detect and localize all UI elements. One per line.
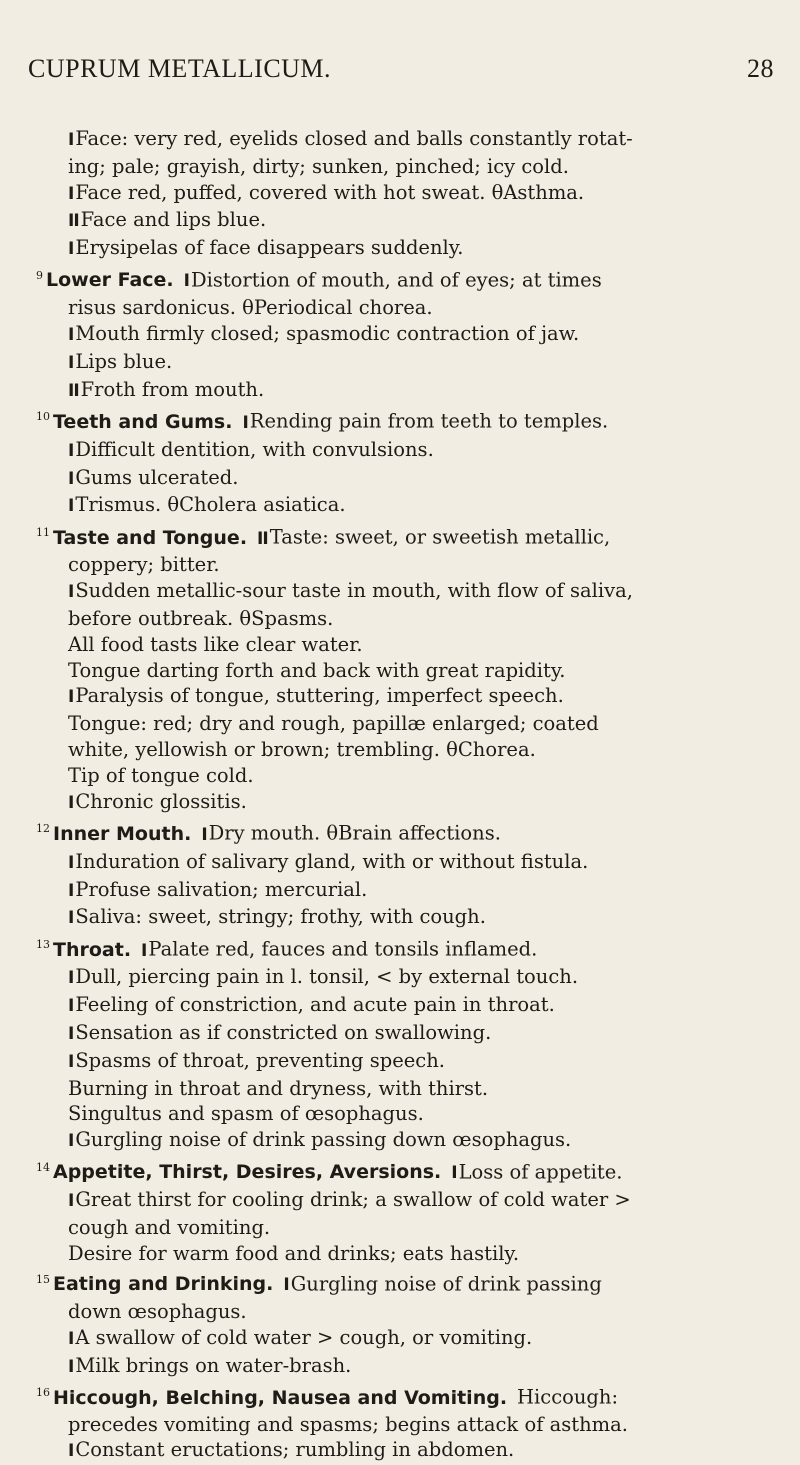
section-heading-line — [36, 1380, 776, 1411]
line-text: before outbreak. θSpasms. — [68, 607, 334, 631]
text-line — [36, 737, 776, 763]
grade-mark: I — [68, 582, 74, 603]
line-text: Paralysis of tongue, stuttering, imperfect speech. — [75, 684, 564, 708]
text-line — [36, 349, 776, 377]
grade-mark: I — [68, 968, 74, 989]
text-line — [36, 711, 776, 737]
grade-mark: I — [242, 412, 248, 433]
line-text: ing; pale; grayish, dirty; sunken, pinched; icy cold. — [68, 154, 569, 178]
grade-mark: I — [68, 1131, 74, 1152]
text-line — [36, 1048, 776, 1076]
line-text: risus sardonicus. θPeriodical chorea. — [68, 296, 433, 320]
line-text: coppery; bitter. — [68, 553, 220, 577]
section-heading-line — [36, 1155, 776, 1187]
text-line — [36, 1187, 776, 1215]
line-text: Mouth firmly closed; spasmodic contraction of jaw. — [75, 322, 580, 346]
section-heading-line — [36, 404, 776, 436]
text-line — [36, 180, 776, 208]
section-number: 15 — [36, 1272, 50, 1286]
page-header — [28, 54, 774, 84]
line-text: Taste: sweet, or sweetish metallic, — [269, 525, 611, 549]
grade-mark: I — [68, 880, 74, 901]
section-number: 13 — [36, 938, 50, 952]
line-text: Palate red, fauces and tonsils inflamed. — [148, 937, 538, 961]
line-text: Constant eructations; rumbling in abdomen. — [75, 1438, 515, 1462]
grade-mark: I — [68, 1328, 74, 1349]
text-line — [36, 1412, 776, 1438]
grade-mark: I — [68, 792, 74, 813]
section-heading-line — [36, 520, 776, 552]
text-line — [36, 658, 776, 684]
section-title: Taste and Tongue. — [53, 526, 248, 549]
section-number: 14 — [36, 1160, 50, 1174]
grade-mark: I — [183, 271, 189, 292]
line-text: Trismus. θCholera asiatica. — [75, 493, 346, 517]
grade-mark: I — [68, 468, 74, 489]
line-text: Tip of tongue cold. — [68, 763, 254, 787]
section-number: 11 — [36, 526, 50, 540]
text-line — [36, 295, 776, 321]
text-line — [36, 321, 776, 349]
line-text: Great thirst for cooling drink; a swallow of cold water > — [75, 1188, 631, 1212]
text-line — [36, 377, 776, 405]
line-text: Gurgling noise of drink passing down œsophagus. — [75, 1128, 572, 1152]
grade-mark: I — [68, 1356, 74, 1377]
grade-mark: I — [68, 1024, 74, 1044]
text-line — [36, 964, 776, 992]
section-number: 16 — [36, 1386, 50, 1400]
section-title: Eating and Drinking. — [53, 1273, 274, 1296]
line-text: Erysipelas of face disappears suddenly. — [75, 236, 464, 260]
line-text: Distortion of mouth, and of eyes; at times — [190, 268, 602, 292]
line-text: Dull, piercing pain in l. tonsil, < by external touch. — [75, 965, 579, 989]
text-line — [36, 763, 776, 789]
grade-mark: I — [68, 130, 74, 150]
text-line — [36, 492, 776, 520]
text-line — [36, 154, 776, 180]
line-text: Gums ulcerated. — [75, 465, 239, 489]
section-heading-line — [36, 263, 776, 295]
line-text: down œsophagus. — [68, 1299, 247, 1323]
grade-mark: I — [68, 352, 74, 373]
grade-mark: I — [451, 1163, 457, 1184]
grade-mark: I — [68, 239, 74, 260]
section-heading-line — [36, 1267, 776, 1299]
section-title: Inner Mouth. — [53, 822, 192, 845]
page-body — [36, 126, 776, 1465]
text-line — [36, 1325, 776, 1353]
grade-mark: I — [68, 496, 74, 517]
section-title: Lower Face. — [46, 269, 174, 292]
line-text: Rending pain from teeth to temples. — [249, 409, 609, 433]
line-text: Face: very red, eyelids closed and balls constantly rotat- — [75, 127, 633, 150]
grade-mark: I — [283, 1275, 289, 1296]
grade-mark: I — [201, 824, 207, 845]
section-title: Appetite, Thirst, Desires, Aversions. — [53, 1161, 442, 1184]
section-heading-line — [36, 932, 776, 964]
line-text: Milk brings on water-brash. — [75, 1353, 352, 1377]
text-line — [36, 207, 776, 235]
line-text: Sudden metallic-sour taste in mouth, with flow of saliva, — [75, 579, 633, 603]
text-line — [36, 1101, 776, 1127]
text-line — [36, 904, 776, 932]
line-text: Chronic glossitis. — [75, 789, 247, 813]
text-line — [36, 632, 776, 658]
grade-mark: I — [68, 687, 74, 708]
line-text: Tongue darting forth and back with great rapidity. — [68, 658, 566, 682]
grade-mark: I — [68, 1051, 74, 1072]
line-text: Face red, puffed, covered with hot sweat. θAsthma. — [75, 180, 585, 204]
grade-mark: II — [68, 380, 79, 401]
section-title: Teeth and Gums. — [53, 410, 233, 433]
section-title: Throat. — [53, 938, 132, 961]
grade-mark: I — [68, 1191, 74, 1212]
text-line — [36, 1127, 776, 1155]
text-line — [36, 606, 776, 632]
text-line — [36, 789, 776, 817]
text-line — [36, 683, 776, 711]
section-number: 12 — [36, 822, 50, 836]
running-title: CUPRUM METALLICUM. — [28, 54, 332, 83]
grade-mark: I — [68, 852, 74, 873]
grade-mark: I — [68, 183, 74, 204]
line-text: Spasms of throat, preventing speech. — [75, 1048, 445, 1072]
line-text: Profuse salivation; mercurial. — [75, 877, 368, 901]
section-number: 9 — [36, 268, 43, 282]
text-line — [36, 849, 776, 877]
section-title: Hiccough, Belching, Nausea and Vomiting. — [53, 1386, 508, 1409]
line-text: Sensation as if constricted on swallowing. — [75, 1021, 492, 1044]
grade-mark: I — [68, 325, 74, 346]
line-text: Singultus and spasm of œsophagus. — [68, 1102, 424, 1126]
line-text: Lips blue. — [75, 349, 173, 373]
text-line — [36, 552, 776, 578]
line-text: Burning in throat and dryness, with thirst. — [68, 1076, 489, 1100]
grade-mark: I — [68, 1441, 74, 1462]
line-text: Gurgling noise of drink passing — [290, 1272, 602, 1296]
line-text: white, yellowish or brown; trembling. θChorea. — [68, 738, 536, 762]
text-line — [36, 992, 776, 1020]
text-line — [36, 1353, 776, 1381]
text-line — [36, 1437, 776, 1465]
text-line — [36, 1076, 776, 1102]
line-text: Dry mouth. θBrain affections. — [208, 821, 501, 845]
line-text: Loss of appetite. — [458, 1160, 623, 1184]
line-text: All food tasts like clear water. — [68, 632, 363, 656]
text-line — [36, 1299, 776, 1325]
grade-mark: II — [257, 528, 268, 549]
line-text: A swallow of cold water > cough, or vomiting. — [75, 1325, 533, 1349]
line-text: cough and vomiting. — [68, 1216, 271, 1240]
page-number: 28 — [747, 54, 774, 83]
grade-mark: I — [68, 440, 74, 461]
text-line — [36, 1020, 776, 1048]
line-text: Induration of salivary gland, with or without fistula. — [75, 849, 589, 873]
line-text: Desire for warm food and drinks; eats hastily. — [68, 1241, 520, 1265]
text-line — [36, 1241, 776, 1267]
line-text: precedes vomiting and spasms; begins attack of asthma. — [68, 1412, 628, 1436]
text-line — [36, 235, 776, 263]
grade-mark: I — [68, 996, 74, 1017]
line-text: Tongue: red; dry and rough, papillæ enlarged; coated — [68, 712, 599, 736]
section-number: 10 — [36, 410, 50, 424]
text-line — [36, 437, 776, 465]
grade-mark: II — [68, 211, 79, 232]
line-text: Saliva: sweet, stringy; frothy, with cough. — [75, 905, 486, 929]
text-line — [36, 126, 776, 154]
line-text: Difficult dentition, with convulsions. — [75, 437, 434, 461]
line-text: Feeling of constriction, and acute pain in throat. — [75, 993, 555, 1017]
line-text: Face and lips blue. — [80, 208, 267, 232]
text-line — [36, 877, 776, 905]
grade-mark: I — [68, 908, 74, 929]
line-text: Froth from mouth. — [80, 377, 265, 401]
line-text: Hiccough: — [517, 1385, 619, 1409]
grade-mark: I — [141, 940, 147, 961]
text-line — [36, 465, 776, 493]
section-heading-line — [36, 816, 776, 848]
text-line — [36, 578, 776, 606]
text-line — [36, 1215, 776, 1241]
